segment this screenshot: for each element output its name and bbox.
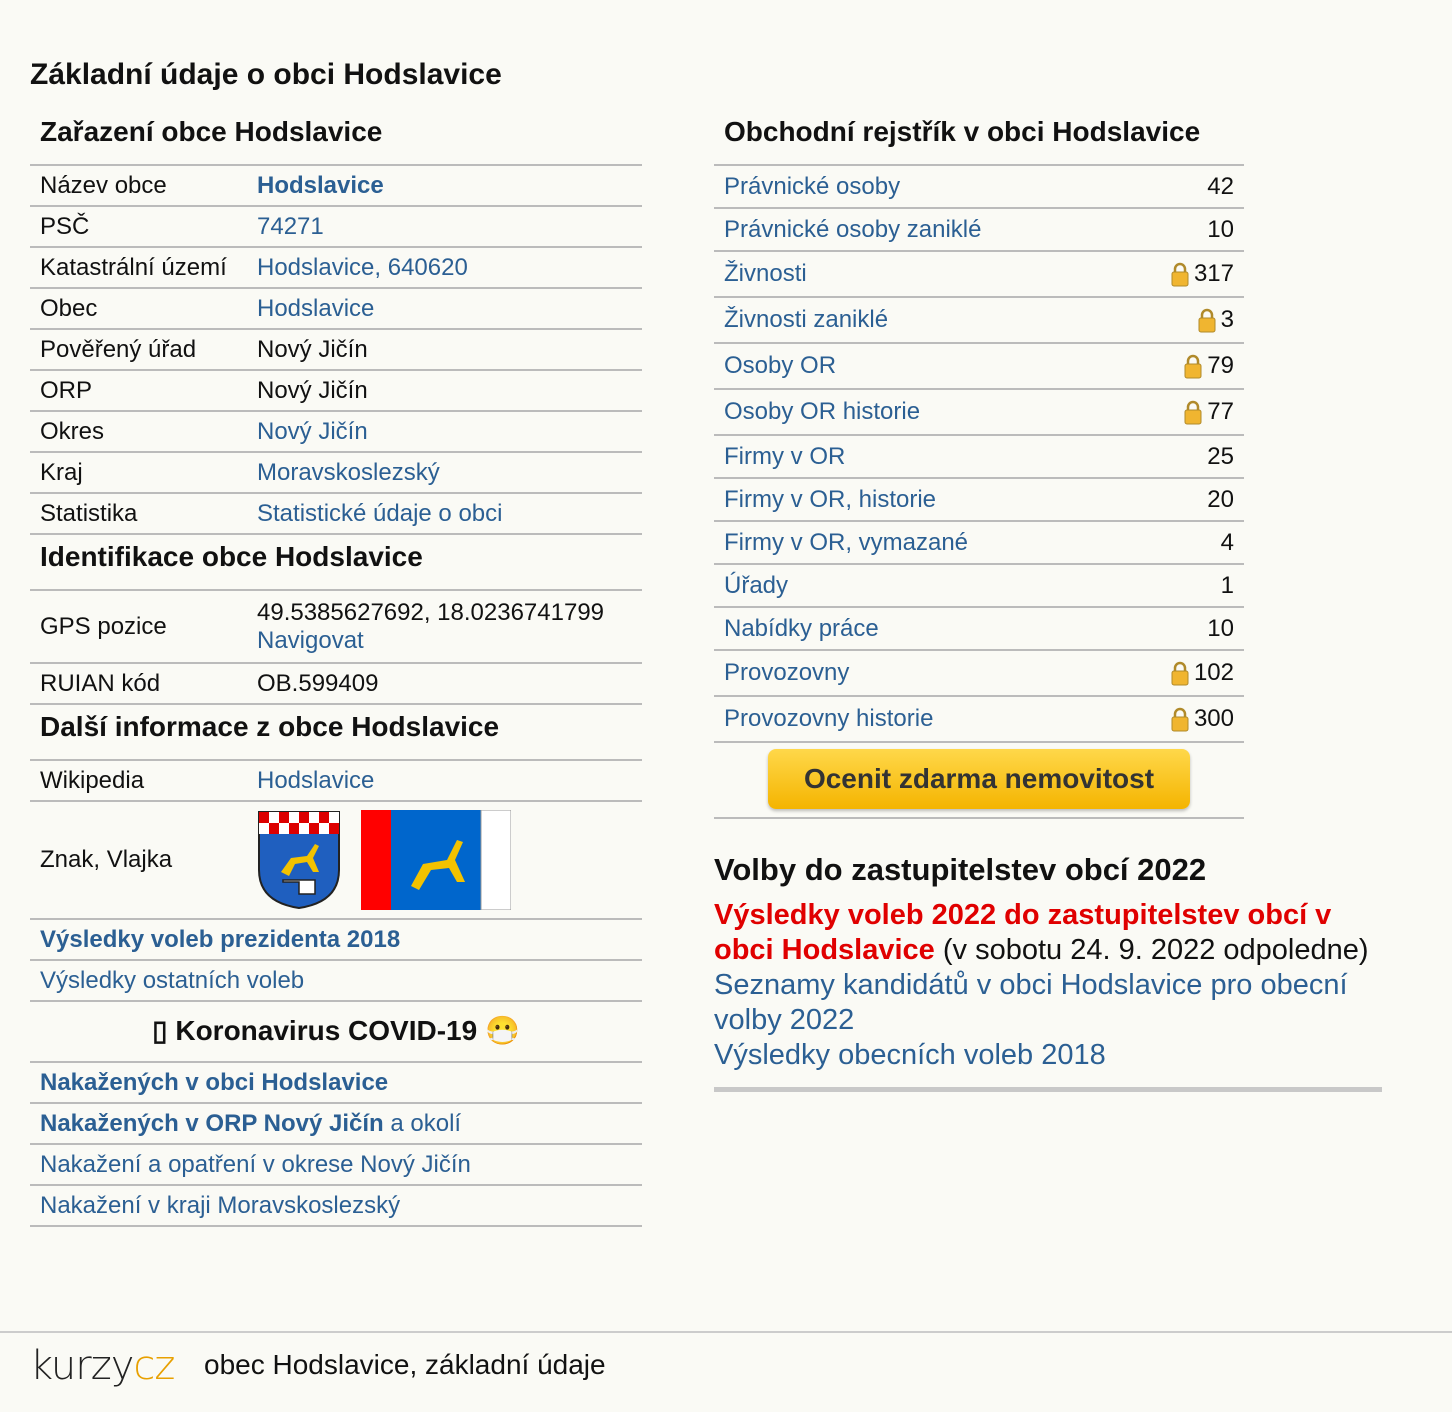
rejstrik-link[interactable]: Právnické osoby zaniklé: [724, 215, 982, 243]
row-label: Znak, Vlajka: [40, 846, 173, 873]
rejstrik-count-cell: [1170, 705, 1234, 733]
rejstrik-count-cell: [1183, 398, 1234, 426]
rejstrik-count: 10: [1207, 614, 1234, 642]
kraj-link[interactable]: Moravskoslezský: [257, 458, 440, 486]
row-label: GPS pozice: [40, 612, 167, 640]
rejstrik-link[interactable]: Nabídky práce: [724, 614, 879, 642]
rejstrik-link[interactable]: Živnosti zaniklé: [724, 306, 889, 333]
box-icon: ▯: [152, 1015, 168, 1046]
rejstrik-row: [714, 166, 1244, 209]
rejstrik-count-cell: [1221, 529, 1234, 557]
rejstrik-link[interactable]: Právnické osoby: [724, 172, 901, 200]
lock-icon: [1170, 660, 1190, 686]
rejstrik-count: 25: [1207, 442, 1234, 470]
covid-row-orp: [30, 1104, 642, 1145]
rejstrik-count-cell: [1170, 659, 1234, 687]
rejstrik-count-cell: [1207, 216, 1234, 244]
covid-obec-link[interactable]: Nakažených v obci Hodslavice: [40, 1068, 389, 1096]
katastr-link[interactable]: Hodslavice, 640620: [257, 253, 468, 281]
row-label: RUIAN kód: [40, 669, 161, 697]
ruian-value: OB.599409: [257, 669, 379, 697]
gps-coordinates: 49.5385627692, 18.0236741799: [257, 598, 605, 626]
rejstrik-count: 79: [1207, 352, 1234, 379]
rejstrik-row: [714, 344, 1244, 390]
row-label: Statistika: [40, 499, 138, 527]
zarazeni-title: Zařazení obce Hodslavice: [30, 110, 642, 166]
obec-link[interactable]: Hodslavice: [257, 294, 375, 322]
rejstrik-row: [714, 522, 1244, 565]
row-znak-vlajka: [30, 802, 642, 920]
dalsi-title: Další informace z obce Hodslavice: [30, 705, 642, 761]
logo-part-kurzy: kurzy: [30, 1343, 134, 1389]
rejstrik-row: [714, 608, 1244, 651]
row-nazev-obce: [30, 166, 642, 207]
rejstrik-link[interactable]: Provozovny historie: [724, 705, 934, 732]
row-label: Pověřený úřad: [40, 335, 197, 363]
covid-row-obec: [30, 1063, 642, 1104]
wikipedia-link[interactable]: Hodslavice: [257, 766, 375, 794]
coat-of-arms-image[interactable]: [257, 810, 341, 910]
row-psc: [30, 207, 642, 248]
rejstrik-count: 3: [1220, 306, 1234, 333]
covid-orp-link[interactable]: [40, 1110, 461, 1138]
rejstrik-link[interactable]: Firmy v OR, vymazané: [724, 528, 969, 556]
row-label: Wikipedia: [40, 766, 145, 794]
row-label: Okres: [40, 417, 105, 445]
lock-icon: [1183, 353, 1203, 379]
covid-orp-rest: a okolí: [383, 1109, 462, 1137]
volby-note: (v sobotu 24. 9. 2022 odpoledne): [934, 934, 1369, 966]
rejstrik-count-cell: [1197, 306, 1234, 334]
rejstrik-count: 300: [1193, 705, 1234, 732]
rejstrik-link[interactable]: Firmy v OR, historie: [724, 485, 937, 513]
obec-name-link[interactable]: Hodslavice: [257, 171, 384, 199]
row-label: PSČ: [40, 212, 90, 240]
mask-face-icon: 😷: [484, 1015, 520, 1046]
row-label: Obec: [40, 294, 98, 322]
cta-wrap: [714, 743, 1244, 819]
row-povereny-urad: [30, 330, 642, 371]
volby-2018-link[interactable]: Výsledky obecních voleb 2018: [714, 1039, 1106, 1071]
candidates-link[interactable]: Seznamy kandidátů v obci Hodslavice pro obecní volby 2022: [714, 969, 1348, 1036]
gps-value-cell: [257, 599, 632, 655]
row-statistika: [30, 494, 642, 535]
rejstrik-count-cell: [1221, 572, 1234, 600]
footer: [0, 1331, 1452, 1412]
lock-icon: [1170, 261, 1190, 287]
rejstrik-count: 317: [1193, 260, 1234, 287]
covid-orp-bold: Nakažených v ORP Nový Jičín: [40, 1109, 384, 1137]
rejstrik-link[interactable]: Živnosti: [724, 260, 807, 287]
rejstrik-count: 77: [1207, 398, 1234, 425]
rejstrik-count: 42: [1207, 172, 1234, 200]
rejstrik-count-cell: [1207, 443, 1234, 471]
emblems: [257, 810, 632, 910]
other-elections-link[interactable]: Výsledky ostatních voleb: [40, 966, 305, 994]
page-title: Základní údaje o obci Hodslavice: [30, 58, 502, 91]
rejstrik-count-cell: [1207, 615, 1234, 643]
covid-title: [30, 1002, 642, 1063]
flag-image[interactable]: [361, 810, 511, 910]
rejstrik-title: Obchodní rejstřík v obci Hodslavice: [714, 110, 1244, 166]
rejstrik-count: 4: [1220, 528, 1234, 556]
orp-value: Nový Jičín: [257, 376, 368, 404]
psc-link[interactable]: 74271: [257, 212, 324, 240]
rejstrik-link[interactable]: Provozovny: [724, 659, 850, 686]
rejstrik-link[interactable]: Úřady: [724, 571, 789, 599]
left-column: [30, 110, 642, 1227]
rejstrik-count-cell: [1207, 486, 1234, 514]
rejstrik-count: 102: [1193, 659, 1234, 686]
row-okres: [30, 412, 642, 453]
row-label: Kraj: [40, 458, 83, 486]
row-orp: [30, 371, 642, 412]
covid-title-text: Koronavirus COVID-19: [175, 1015, 478, 1046]
covid-kraj-link[interactable]: Nakažení v kraji Moravskoslezský: [40, 1191, 401, 1219]
rejstrik-row: [714, 479, 1244, 522]
lock-icon: [1183, 399, 1203, 425]
rejstrik-row: [714, 252, 1244, 298]
row-gps: [30, 591, 642, 664]
lock-icon: [1170, 706, 1190, 732]
navigate-link[interactable]: Navigovat: [257, 626, 364, 654]
row-label: Katastrální území: [40, 253, 227, 281]
lock-icon: [1197, 307, 1217, 333]
rejstrik-count-cell: [1207, 173, 1234, 201]
row-volby-prezident: [30, 920, 642, 961]
checker-band: [259, 812, 339, 834]
rejstrik-row: [714, 651, 1244, 697]
rejstrik-link[interactable]: Firmy v OR: [724, 442, 846, 470]
row-katastr: [30, 248, 642, 289]
statistika-link[interactable]: Statistické údaje o obci: [257, 499, 503, 527]
rejstrik-link[interactable]: Osoby OR: [724, 352, 837, 379]
okres-link[interactable]: Nový Jičín: [257, 417, 368, 445]
row-volby-ostatni: [30, 961, 642, 1002]
rejstrik-row: [714, 565, 1244, 608]
row-obec: [30, 289, 642, 330]
row-ruian: [30, 664, 642, 705]
rejstrik-count: 1: [1220, 571, 1234, 599]
row-label: ORP: [40, 376, 93, 404]
povereny-urad-value: Nový Jičín: [257, 335, 368, 363]
rejstrik-count: 10: [1207, 215, 1234, 243]
ocenit-nemovitost-button[interactable]: Ocenit zdarma nemovitost: [768, 749, 1190, 809]
row-wikipedia: [30, 761, 642, 802]
divider: [714, 1087, 1382, 1092]
rejstrik-link[interactable]: Osoby OR historie: [724, 398, 921, 425]
rejstrik-count-cell: [1183, 352, 1234, 380]
covid-okres-link[interactable]: Nakažení a opatření v okrese Nový Jičín: [40, 1150, 471, 1178]
logo-part-cz: cz: [133, 1343, 175, 1389]
rejstrik-count-cell: [1170, 260, 1234, 288]
volby-2022-results-link[interactable]: Výsledky voleb 2022 do zastupitelstev obcí v obci Hodslavice: [714, 899, 1332, 966]
volby-section: [714, 852, 1382, 1092]
covid-row-okres: [30, 1145, 642, 1186]
volby-title: Volby do zastupitelstev obcí 2022: [714, 852, 1207, 887]
right-column: [714, 110, 1244, 819]
rejstrik-row: [714, 390, 1244, 436]
row-label: Název obce: [40, 171, 167, 199]
identifikace-title: Identifikace obce Hodslavice: [30, 535, 642, 591]
footer-text: obec Hodslavice, základní údaje: [204, 1349, 606, 1380]
president-elections-link[interactable]: Výsledky voleb prezidenta 2018: [40, 925, 401, 953]
rejstrik-row: [714, 697, 1244, 743]
rejstrik-row: [714, 436, 1244, 479]
rejstrik-count: 20: [1207, 485, 1234, 513]
rejstrik-list: [714, 166, 1244, 743]
covid-row-kraj: [30, 1186, 642, 1227]
row-kraj: [30, 453, 642, 494]
kurzy-logo[interactable]: [30, 1343, 174, 1389]
volby-text: [714, 898, 1382, 1073]
rejstrik-row: [714, 298, 1244, 344]
rejstrik-row: [714, 209, 1244, 252]
